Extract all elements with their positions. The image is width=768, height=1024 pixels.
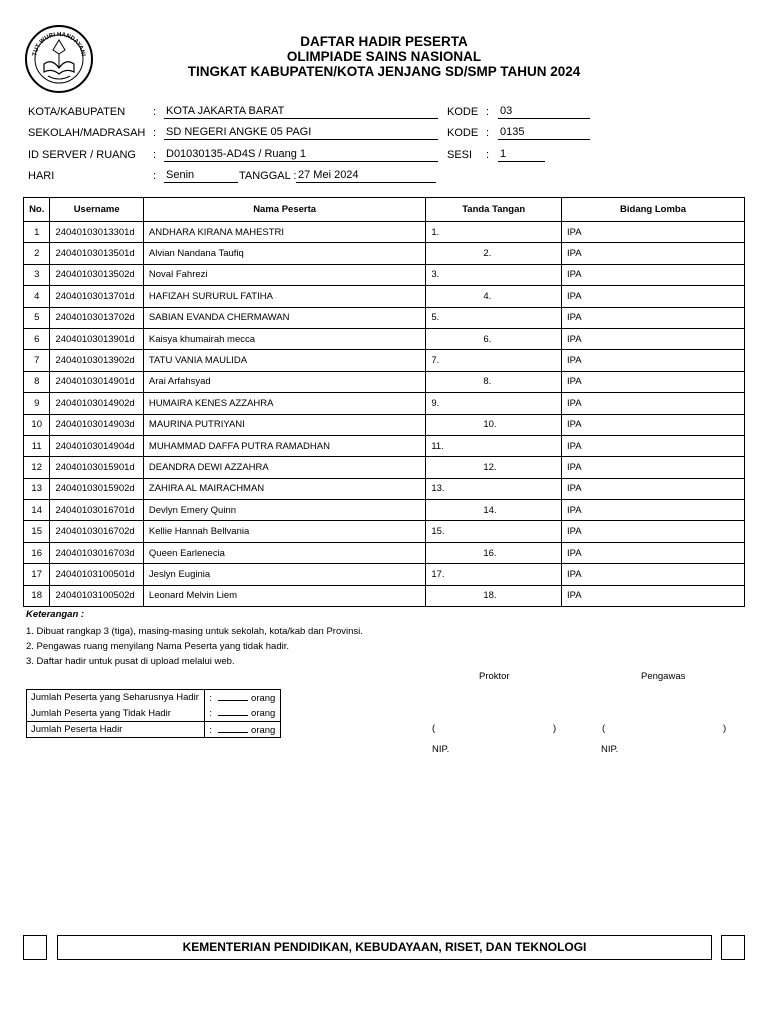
row-field: IPA [562, 585, 745, 606]
colon: : [153, 149, 157, 161]
row-username: 24040103015902d [50, 478, 143, 499]
table-row [24, 393, 745, 414]
kode1-value: 03 [498, 105, 590, 119]
row-signature: 3. [426, 264, 562, 285]
row-signature: 8. [426, 371, 562, 392]
row-field: IPA [562, 435, 745, 456]
summary-unit: orang [251, 692, 276, 704]
table-header-row [24, 198, 745, 222]
row-signature: 13. [426, 478, 562, 499]
row-name: ZAHIRA AL MAIRACHMAN [143, 478, 425, 499]
row-signature: 7. [426, 350, 562, 371]
header-username: Username [50, 198, 143, 222]
row-username: 24040103016703d [50, 542, 143, 563]
header-bidang-lomba: Bidang Lomba [562, 198, 745, 222]
row-no: 3 [24, 264, 50, 285]
keterangan-item: 2. Pengawas ruang menyilang Nama Peserta yang tidak hadir. [26, 641, 289, 652]
row-username: 24040103013901d [50, 328, 143, 349]
proktor-nip: NIP. [432, 744, 450, 755]
row-no: 17 [24, 564, 50, 585]
row-name: Noval Fahrezi [143, 264, 425, 285]
kode2-label: KODE [447, 127, 479, 139]
summary-cell [27, 690, 205, 706]
summary-blank [218, 707, 248, 716]
summary-row [27, 706, 281, 722]
row-field: IPA [562, 286, 745, 307]
summary-cell [27, 706, 205, 722]
footer-right-box [721, 935, 745, 960]
row-field: IPA [562, 500, 745, 521]
table-row [24, 371, 745, 392]
keterangan-title: Keterangan : [26, 609, 85, 620]
summary-blank [218, 692, 248, 701]
row-username: 24040103013702d [50, 307, 143, 328]
row-no: 6 [24, 328, 50, 349]
table-row [24, 521, 745, 542]
row-signature: 11. [426, 435, 562, 456]
sekolah-value: SD NEGERI ANGKE 05 PAGI [164, 126, 438, 140]
table-row [24, 307, 745, 328]
summary-label: Jumlah Peserta Hadir [31, 724, 123, 735]
row-name: ANDHARA KIRANA MAHESTRI [143, 222, 425, 243]
row-username: 24040103013501d [50, 243, 143, 264]
colon: : [486, 149, 490, 161]
summary-colon: : [209, 724, 213, 736]
pengawas-label: Pengawas [641, 671, 686, 682]
row-name: Kaisya khumairah mecca [143, 328, 425, 349]
table-row [24, 457, 745, 478]
row-field: IPA [562, 457, 745, 478]
row-no: 7 [24, 350, 50, 371]
pengawas-close-paren: ) [723, 723, 727, 734]
row-no: 5 [24, 307, 50, 328]
tanggal-label: TANGGAL : [239, 170, 297, 182]
table-row [24, 328, 745, 349]
row-name: Devlyn Emery Quinn [143, 500, 425, 521]
row-name: Alvian Nandana Taufiq [143, 243, 425, 264]
row-signature: 16. [426, 542, 562, 563]
summary-label: Jumlah Peserta yang Tidak Hadir [31, 707, 171, 719]
sesi-value: 1 [498, 148, 545, 162]
row-username: 24040103014901d [50, 371, 143, 392]
row-field: IPA [562, 328, 745, 349]
row-field: IPA [562, 564, 745, 585]
table-row [24, 350, 745, 371]
row-field: IPA [562, 222, 745, 243]
tanggal-value: 27 Mei 2024 [296, 169, 436, 183]
row-no: 11 [24, 435, 50, 456]
proktor-open-paren: ( [432, 723, 436, 734]
kode1-label: KODE [447, 106, 479, 118]
hari-label: HARI [28, 170, 55, 182]
table-row [24, 478, 745, 499]
row-no: 1 [24, 222, 50, 243]
table-row [24, 564, 745, 585]
row-username: 24040103013301d [50, 222, 143, 243]
summary-colon: : [209, 692, 213, 704]
row-name: MUHAMMAD DAFFA PUTRA RAMADHAN [143, 435, 425, 456]
row-username: 24040103016701d [50, 500, 143, 521]
pengawas-nip: NIP. [601, 744, 619, 755]
row-field: IPA [562, 393, 745, 414]
sesi-label: SESI [447, 149, 473, 161]
proktor-label: Proktor [479, 671, 510, 682]
row-username: 24040103014903d [50, 414, 143, 435]
header-nama-peserta: Nama Peserta [143, 198, 425, 222]
row-no: 2 [24, 243, 50, 264]
row-no: 4 [24, 286, 50, 307]
row-field: IPA [562, 350, 745, 371]
row-signature: 1. [426, 222, 562, 243]
row-signature: 10. [426, 414, 562, 435]
hari-value: Senin [164, 169, 238, 183]
row-username: 24040103016702d [50, 521, 143, 542]
document-title-line3: TINGKAT KABUPATEN/KOTA JENJANG SD/SMP TAHUN 2024 [187, 64, 581, 79]
row-signature: 12. [426, 457, 562, 478]
kota-label: KOTA/KABUPATEN [28, 106, 126, 118]
row-name: SABIAN EVANDA CHERMAWAN [143, 307, 425, 328]
row-name: HAFIZAH SURURUL FATIHA [143, 286, 425, 307]
table-row [24, 500, 745, 521]
keterangan-item: 1. Dibuat rangkap 3 (tiga), masing-masing untuk sekolah, kota/kab dan Provinsi. [26, 626, 363, 637]
row-no: 14 [24, 500, 50, 521]
table-row [24, 222, 745, 243]
colon: : [486, 127, 490, 139]
row-signature: 18. [426, 585, 562, 606]
footer-left-box [23, 935, 47, 960]
row-no: 8 [24, 371, 50, 392]
summary-row [27, 722, 281, 738]
row-username: 24040103014904d [50, 435, 143, 456]
row-field: IPA [562, 521, 745, 542]
summary-row [27, 690, 281, 706]
row-field: IPA [562, 264, 745, 285]
attendance-summary [26, 689, 281, 738]
document-title-line2: OLIMPIADE SAINS NASIONAL [286, 49, 482, 64]
row-username: 24040103013502d [50, 264, 143, 285]
row-name: TATU VANIA MAULIDA [143, 350, 425, 371]
row-field: IPA [562, 307, 745, 328]
summary-colon: : [209, 708, 213, 720]
row-name: DEANDRA DEWI AZZAHRA [143, 457, 425, 478]
kode2-value: 0135 [498, 126, 590, 140]
row-signature: 15. [426, 521, 562, 542]
keterangan-item: 3. Daftar hadir untuk pusat di upload melalui web. [26, 656, 235, 667]
row-name: Kellie Hannah Bellvania [143, 521, 425, 542]
row-signature: 17. [426, 564, 562, 585]
row-username: 24040103013701d [50, 286, 143, 307]
row-no: 15 [24, 521, 50, 542]
row-signature: 2. [426, 243, 562, 264]
row-username: 24040103100502d [50, 585, 143, 606]
table-row [24, 414, 745, 435]
summary-cell [27, 722, 205, 738]
table-row [24, 435, 745, 456]
row-signature: 6. [426, 328, 562, 349]
header-no: No. [24, 198, 50, 222]
summary-unit: orang [251, 724, 276, 736]
colon: : [153, 106, 157, 118]
row-name: Arai Arfahsyad [143, 371, 425, 392]
row-name: Leonard Melvin Liem [143, 585, 425, 606]
row-no: 16 [24, 542, 50, 563]
pengawas-open-paren: ( [602, 723, 606, 734]
svg-text:TUT WURI HANDAYANI: TUT WURI HANDAYANI [32, 31, 86, 57]
row-username: 24040103015901d [50, 457, 143, 478]
attendance-table [23, 197, 745, 607]
table-row [24, 542, 745, 563]
row-no: 18 [24, 585, 50, 606]
table-row [24, 286, 745, 307]
row-signature: 4. [426, 286, 562, 307]
summary-cell [205, 722, 281, 738]
kota-value: KOTA JAKARTA BARAT [164, 105, 438, 119]
summary-cell [205, 690, 281, 706]
row-name: Queen Earlenecia [143, 542, 425, 563]
summary-unit: orang [251, 708, 276, 720]
row-username: 24040103014902d [50, 393, 143, 414]
sekolah-label: SEKOLAH/MADRASAH [28, 127, 146, 139]
row-name: HUMAIRA KENES AZZAHRA [143, 393, 425, 414]
server-label: ID SERVER / RUANG [28, 149, 136, 161]
table-row [24, 264, 745, 285]
row-field: IPA [562, 243, 745, 264]
row-signature: 5. [426, 307, 562, 328]
summary-blank [218, 724, 248, 733]
row-signature: 9. [426, 393, 562, 414]
row-name: MAURINA PUTRIYANI [143, 414, 425, 435]
summary-cell [205, 706, 281, 722]
colon: : [153, 170, 157, 182]
row-no: 12 [24, 457, 50, 478]
colon: : [153, 127, 157, 139]
row-field: IPA [562, 414, 745, 435]
row-field: IPA [562, 478, 745, 499]
row-field: IPA [562, 371, 745, 392]
server-value: D01030135-AD4S / Ruang 1 [164, 148, 438, 162]
row-field: IPA [562, 542, 745, 563]
row-username: 24040103100501d [50, 564, 143, 585]
row-no: 10 [24, 414, 50, 435]
row-name: Jeslyn Euginia [143, 564, 425, 585]
footer-ministry: KEMENTERIAN PENDIDIKAN, KEBUDAYAAN, RISET, DAN TEKNOLOGI [57, 935, 712, 960]
header-tanda-tangan: Tanda Tangan [426, 198, 562, 222]
table-row [24, 585, 745, 606]
proktor-close-paren: ) [553, 723, 557, 734]
summary-label: Jumlah Peserta yang Seharusnya Hadir [31, 692, 199, 704]
colon: : [486, 106, 490, 118]
row-signature: 14. [426, 500, 562, 521]
row-username: 24040103013902d [50, 350, 143, 371]
row-no: 9 [24, 393, 50, 414]
document-title-line1: DAFTAR HADIR PESERTA [300, 34, 468, 49]
table-row [24, 243, 745, 264]
row-no: 13 [24, 478, 50, 499]
